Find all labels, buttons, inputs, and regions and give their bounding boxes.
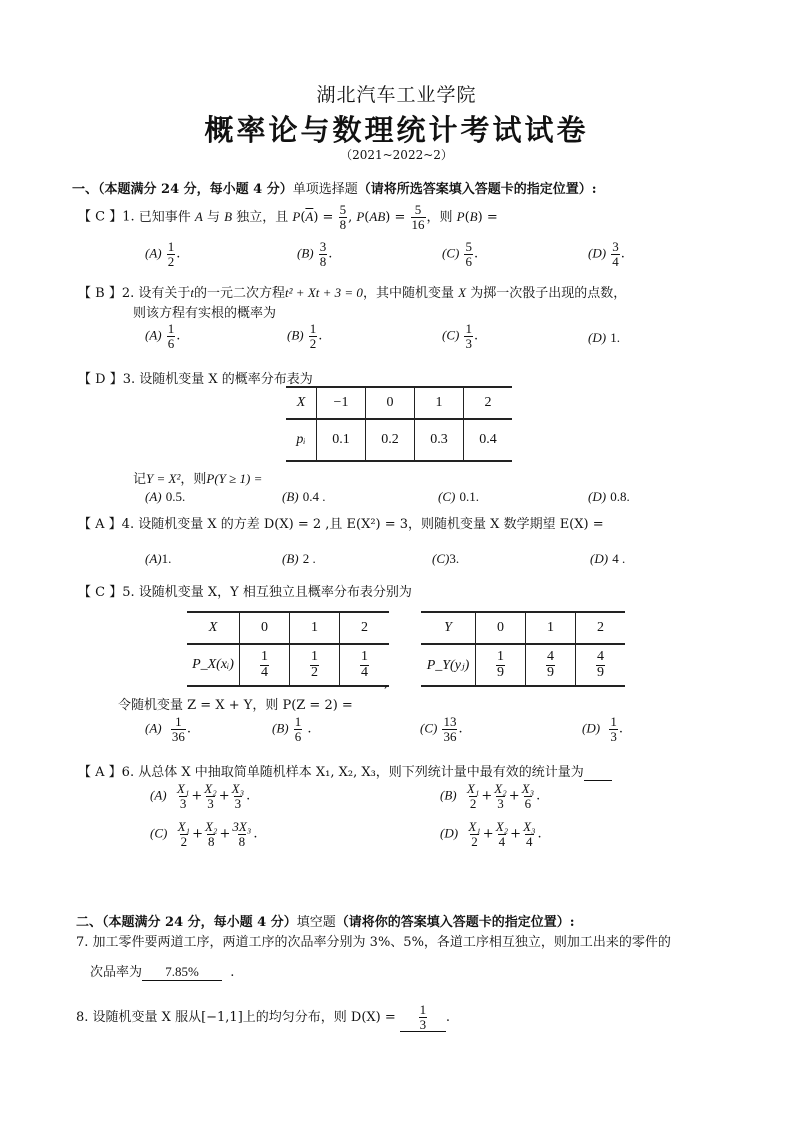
- q2-option-b: (B) $\frac{1}{2}$ .: [287, 321, 323, 351]
- exam-title: 概率论与数理统计考试试卷: [204, 113, 589, 147]
- question-2: 【 B 】2. 设有关于t的一元二次方程t² + Xt + 3 = 0，其中随机变量 X 为掷一次骰子出现的点数，: [78, 285, 627, 301]
- q6-option-c: (C) $\frac{\text{X₁}}{2}$ + $\frac{\text{X₂}}{8}$ + $\frac{\text{3X₃}}{8}$ .: [150, 819, 258, 849]
- q5-table-x: X 0 1 2 P_X(xᵢ) $\frac{1}{4}$ $\frac{1}{2}$ $\frac{1}{4}$: [187, 611, 389, 687]
- q1-answer: C: [95, 209, 106, 225]
- section1-heading: [72, 178, 597, 197]
- q4-option-b: (B) 2 .: [282, 551, 316, 566]
- q3-option-b: (B) 0.4 .: [282, 489, 326, 504]
- q1-option-c: (C) $\frac{5}{6}$ .: [442, 239, 479, 269]
- q5-option-b: (B) $\frac{1}{6}$ .: [272, 714, 312, 744]
- section1-number: 一、: [72, 182, 99, 197]
- q8-number: 8.: [76, 1010, 89, 1026]
- section2-score-note: （本题满分 24 分，每小题 4 分）: [102, 915, 297, 930]
- section2-heading: [76, 911, 575, 930]
- q6-option-a: (A) $\frac{\text{X₁}}{3}$ + $\frac{\text{X₂}}{3}$ + $\frac{\text{X₃}}{3}$ .: [150, 781, 251, 811]
- q4-answer: A: [95, 517, 105, 532]
- school-name: 湖北汽车工业学院: [316, 84, 477, 106]
- q3-number: 3.: [122, 372, 136, 387]
- q5-answer: C: [95, 585, 106, 600]
- q2-option-d: (D) 1.: [588, 330, 620, 345]
- question-7: 7. 加工零件要两道工序，两道工序的次品率分别为 3%、5%，各道工序相互独立，则加工出来的零件的: [76, 935, 671, 950]
- exam-term: （2021~2022~2）: [340, 148, 453, 162]
- section1-type: 单项选择题: [292, 182, 358, 197]
- q7-answer-blank: 7.85%: [142, 964, 222, 981]
- q2-option-c: (C) $\frac{1}{3}$ .: [442, 321, 479, 351]
- q2-answer: B: [95, 286, 105, 301]
- q5-number: 5.: [122, 585, 135, 600]
- q6-option-b: (B) $\frac{\text{X₁}}{2}$ + $\frac{\text{X₂}}{3}$ + $\frac{\text{X₃}}{6}$ .: [440, 781, 541, 811]
- q3-option-d: (D) 0.8.: [588, 489, 630, 504]
- q7-line2: 次品率为 7.85% .: [90, 964, 235, 980]
- q3-line2: 记Y = X²，则P(Y ≥ 1) =: [133, 471, 263, 487]
- q5-option-a: (A) $\frac{1}{36}$ .: [145, 714, 192, 744]
- q1-fraction-2: $\frac{5}{16}$: [411, 202, 425, 232]
- q4-option-d: (D) 4 .: [590, 551, 626, 566]
- section1-instruction: （请将所选答案填入答题卡的指定位置）:: [357, 182, 597, 197]
- q4-option-a: (A)1.: [145, 551, 172, 566]
- q2-equation: t² + Xt + 3 = 0: [285, 285, 363, 300]
- q5-comma: ,: [384, 676, 389, 691]
- q3-answer: D: [95, 372, 106, 387]
- q4-option-c: (C)3.: [432, 551, 460, 566]
- q5-option-d: (D) $\frac{1}{3}$ .: [582, 714, 623, 744]
- q1-option-a: (A) $\frac{1}{2}$ .: [145, 239, 181, 269]
- section1-score-note: （本题满分 24 分，每小题 4 分）: [98, 182, 293, 197]
- question-6: 【 A 】6. 从总体 X 中抽取简单随机样本 X₁, X₂, X₃，则下列统计量中最有效的统计量为: [78, 761, 612, 781]
- q3-option-c: (C) 0.1.: [438, 489, 479, 504]
- question-8: 8. 设随机变量 X 服从[−1,1]上的均匀分布，则 D(X) = $\frac{1}{3}$ .: [76, 1002, 451, 1032]
- q2-number: 2.: [121, 286, 135, 301]
- q1-fraction-1: $\frac{5}{8}$: [339, 202, 347, 232]
- question-4: 【 A 】4. 设随机变量 X 的方差 D(X) = 2 ,且 E(X²) = 3，则随机变量 X 数学期望 E(X) =: [78, 517, 604, 532]
- q3-option-a: (A) 0.5.: [145, 489, 186, 504]
- section2-number: 二、: [76, 915, 103, 930]
- question-3: 【 D 】3. 设随机变量 X 的概率分布表为: [78, 372, 313, 387]
- q3-distribution-table: X −1 0 1 2 pᵢ 0.1 0.2 0.3 0.4: [286, 386, 512, 462]
- q8-answer-blank: $\frac{1}{3}$: [400, 1003, 446, 1032]
- question-5: 【 C 】5. 设随机变量 X，Y 相互独立且概率分布表分别为: [78, 585, 412, 600]
- question-1: 【 C 】1. 已知事件 A 与 B 独立，且 $P(\overline{A})$ = $\frac{5}{8}$ , P(AB) = $\frac{5}{16}$ ，则 P(B) =: [78, 202, 498, 232]
- section2-instruction: （请将你的答案填入答题卡的指定位置）:: [335, 915, 575, 930]
- q2-option-a: (A) $\frac{1}{6}$ .: [145, 321, 181, 351]
- q1-number: 1.: [122, 209, 135, 225]
- q1-stem: 已知事件 A 与 B 独立，且 $P(\overline{A})$ = $\frac{5}{8}$ , P(AB) = $\frac{5}{16}$ ，则 P(B) =: [138, 202, 498, 232]
- q1-option-d: (D) $\frac{3}{4}$ .: [588, 239, 625, 269]
- q6-option-d: (D) $\frac{\text{X₁}}{2}$ + $\frac{\text{X₂}}{4}$ + $\frac{\text{X₃}}{4}$ .: [440, 819, 542, 849]
- section2-type: 填空题: [296, 915, 336, 930]
- q5-table-y: Y 0 1 2 P_Y(yⱼ) $\frac{1}{9}$ $\frac{4}{9}$ $\frac{4}{9}$: [421, 611, 625, 687]
- q1-option-b: (B) $\frac{3}{8}$ .: [297, 239, 333, 269]
- q6-answer: A: [95, 765, 105, 780]
- q6-number: 6.: [121, 765, 135, 780]
- q2-line2: 则该方程有实根的概率为: [133, 306, 277, 321]
- q4-number: 4.: [121, 517, 135, 532]
- q5-line2: 令随机变量 Z = X + Y，则 P(Z = 2) =: [118, 698, 353, 713]
- q7-number: 7.: [76, 935, 89, 950]
- q6-blank: [584, 765, 612, 781]
- q5-option-c: (C) $\frac{13}{36}$ .: [420, 714, 463, 744]
